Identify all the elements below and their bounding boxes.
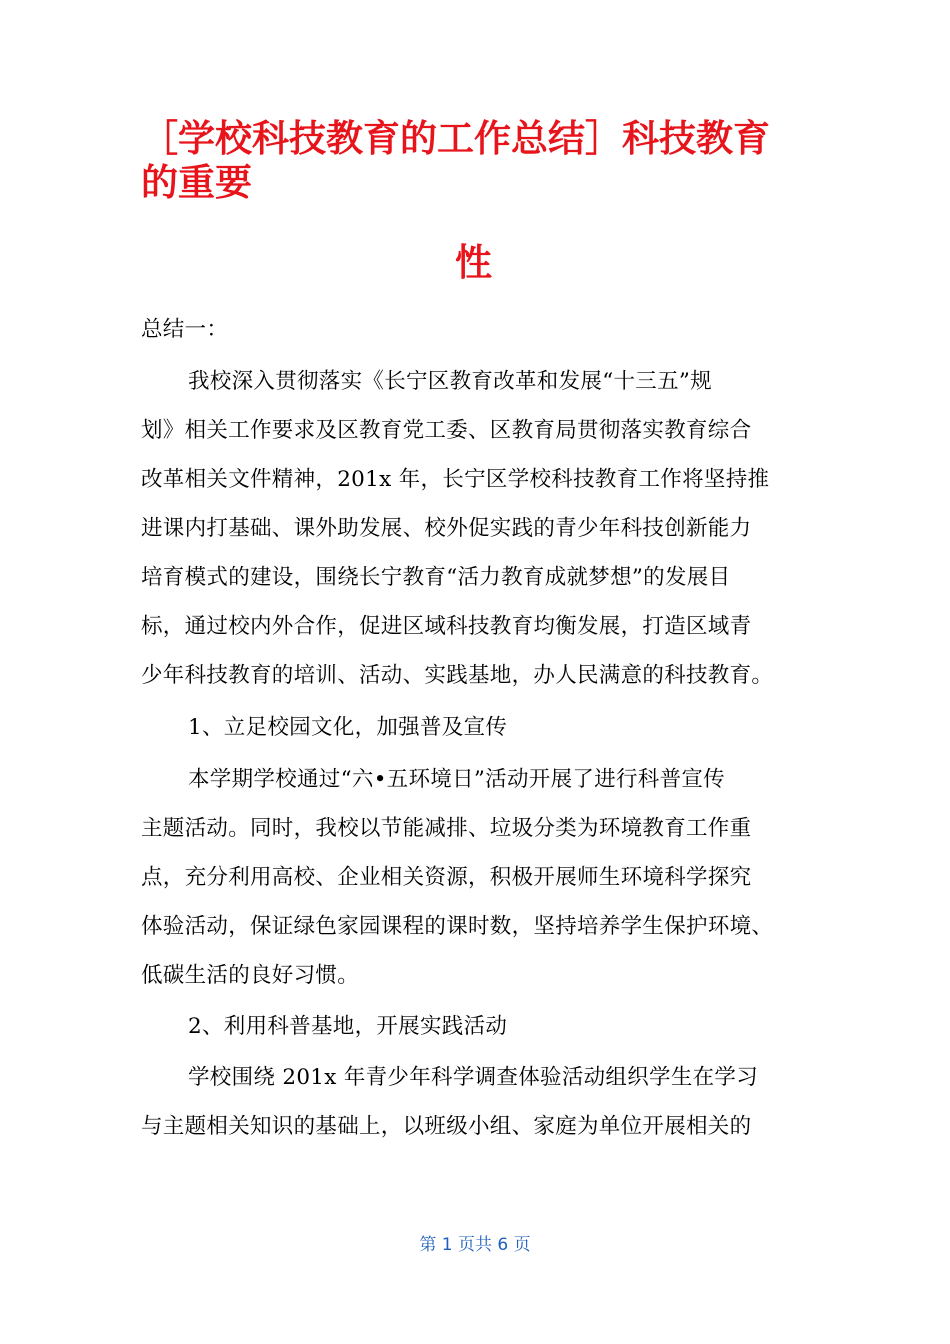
paragraph-line: 主题活动。同时，我校以节能减排、垃圾分类为环境教育工作重 (141, 816, 752, 841)
page-indicator: 第 1 页共 6 页 (419, 1235, 531, 1255)
paragraph-line: 体验活动，保证绿色家园课程的课时数，坚持培养学生保护环境、 (141, 914, 774, 939)
paragraph-line: 我校深入贯彻落实《长宁区教育改革和发展“十三五”规 (188, 369, 712, 394)
document-title-line-1: ［学校科技教育的工作总结］科技教育 (141, 117, 770, 160)
paragraph-line: 与主题相关知识的基础上，以班级小组、家庭为单位开展相关的 (141, 1114, 752, 1139)
paragraph-line: 少年科技教育的培训、活动、实践基地，办人民满意的科技教育。 (141, 663, 774, 688)
paragraph-line: 学校围绕 201x 年青少年科学调查体验活动组织学生在学习 (188, 1065, 759, 1090)
paragraph-line: 低碳生活的良好习惯。 (141, 963, 360, 988)
paragraph-line: 标，通过校内外合作，促进区域科技教育均衡发展，打造区域青 (141, 614, 752, 639)
paragraph-line: 划》相关工作要求及区教育党工委、区教育局贯彻落实教育综合 (141, 418, 752, 443)
paragraph-line: 点，充分利用高校、企业相关资源，积极开展师生环境科学探究 (141, 865, 752, 890)
paragraph-line: 改革相关文件精神，201x 年，长宁区学校科技教育工作将坚持推 (141, 467, 770, 492)
paragraph-line: 本学期学校通过“六•五环境日”活动开展了进行科普宣传 (188, 767, 725, 792)
document-title-line-2: 的重要 (141, 161, 252, 204)
document-title-line-3: 性 (455, 241, 492, 284)
section-label: 总结一： (141, 317, 229, 342)
paragraph-line: 进课内打基础、课外助发展、校外促实践的青少年科技创新能力 (141, 516, 752, 541)
section-heading: 1、立足校园文化，加强普及宣传 (188, 715, 508, 740)
paragraph-line: 培育模式的建设，围绕长宁教育“活力教育成就梦想”的发展目 (141, 565, 731, 590)
section-heading: 2、利用科普基地，开展实践活动 (188, 1014, 508, 1039)
